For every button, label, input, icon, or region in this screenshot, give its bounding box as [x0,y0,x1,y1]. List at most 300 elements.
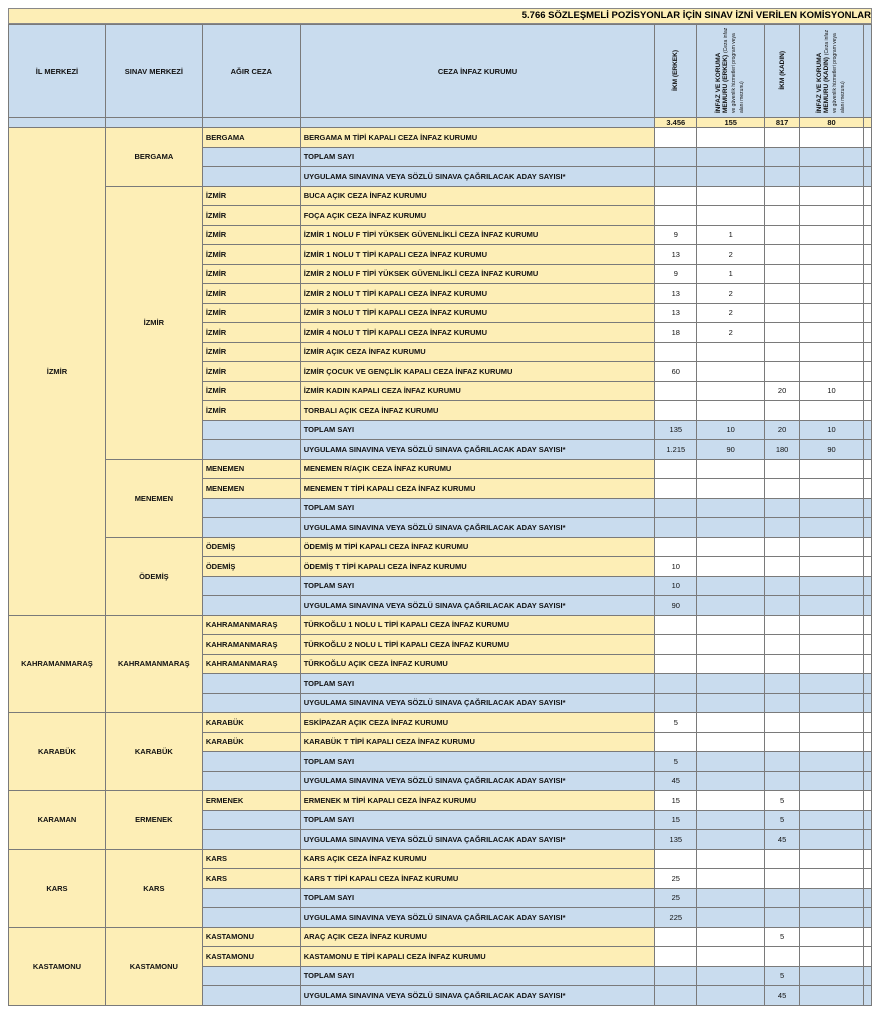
value-cell [800,342,864,362]
value-cell [655,381,697,401]
value-cell [765,401,800,421]
value-cell [800,518,864,538]
agir-ceza-cell [202,693,300,713]
toplam-label: TOPLAM SAYI [300,576,655,596]
value-cell [800,869,864,889]
agir-ceza-cell [202,596,300,616]
value-cell [800,245,864,265]
extra-cell [863,303,871,323]
value-cell: 1.215 [655,440,697,460]
value-cell [800,362,864,382]
agir-ceza-cell [202,986,300,1006]
value-cell: 5 [765,791,800,811]
value-cell [765,849,800,869]
uygulama-label: UYGULAMA SINAVINA VEYA SÖZLÜ SINAVA ÇAĞRILACAK ADAY SAYISI* [300,518,655,538]
value-cell [655,128,697,148]
value-cell [655,674,697,694]
extra-cell [863,342,871,362]
value-cell [800,635,864,655]
kurum-cell: ÖDEMİŞ M TİPİ KAPALI CEZA İNFAZ KURUMU [300,537,655,557]
value-cell: 10 [800,420,864,440]
value-cell: 20 [765,381,800,401]
value-cell [765,459,800,479]
sinav-merkezi-cell: BERGAMA [105,128,202,187]
value-cell [655,186,697,206]
value-cell [765,908,800,928]
value-cell [765,264,800,284]
toplam-label: TOPLAM SAYI [300,810,655,830]
agir-ceza-cell: MENEMEN [202,479,300,499]
extra-cell [863,947,871,967]
value-cell [800,128,864,148]
totals-blank [202,118,300,128]
value-cell [800,206,864,226]
value-cell [697,635,765,655]
value-cell [697,128,765,148]
value-cell [697,206,765,226]
il-merkezi-cell: KAHRAMANMARAŞ [9,615,106,713]
total-ikm-kadin: 817 [765,118,800,128]
value-cell [800,323,864,343]
table-row [9,128,872,148]
header-kurum: CEZA İNFAZ KURUMU [300,25,655,118]
value-cell: 25 [655,869,697,889]
extra-cell [863,264,871,284]
value-cell [655,479,697,499]
agir-ceza-cell: İZMİR [202,401,300,421]
value-cell [800,615,864,635]
value-cell [765,557,800,577]
value-cell [697,810,765,830]
value-cell [655,206,697,226]
value-cell: 5 [765,927,800,947]
value-cell [800,966,864,986]
uygulama-label: UYGULAMA SINAVINA VEYA SÖZLÜ SINAVA ÇAĞRILACAK ADAY SAYISI* [300,440,655,460]
agir-ceza-cell: KAHRAMANMARAŞ [202,635,300,655]
agir-ceza-cell [202,167,300,187]
value-cell: 13 [655,284,697,304]
value-cell [800,186,864,206]
value-cell: 45 [655,771,697,791]
uygulama-label: UYGULAMA SINAVINA VEYA SÖZLÜ SINAVA ÇAĞRILACAK ADAY SAYISI* [300,167,655,187]
sinav-merkezi-cell: ÖDEMİŞ [105,537,202,615]
header-il: İL MERKEZİ [9,25,106,118]
value-cell [765,245,800,265]
agir-ceza-cell: İZMİR [202,206,300,226]
uygulama-label: UYGULAMA SINAVINA VEYA SÖZLÜ SINAVA ÇAĞRILACAK ADAY SAYISI* [300,693,655,713]
value-cell [697,518,765,538]
extra-cell [863,830,871,850]
value-cell [800,264,864,284]
value-cell [655,654,697,674]
agir-ceza-cell [202,771,300,791]
value-cell [697,167,765,187]
value-cell [697,537,765,557]
value-cell [697,908,765,928]
value-cell [800,557,864,577]
value-cell: 20 [765,420,800,440]
value-cell [765,888,800,908]
value-cell [765,128,800,148]
kurum-cell: MENEMEN T TİPİ KAPALI CEZA İNFAZ KURUMU [300,479,655,499]
header-infaz-kadin-label [816,27,847,113]
il-merkezi-cell: KASTAMONU [9,927,106,1005]
il-merkezi-cell: KARABÜK [9,713,106,791]
value-cell [697,654,765,674]
header-infaz-kadin-main: İNFAZ VE KORUMA MEMURU (KADIN) [815,52,830,113]
kurum-cell: İZMİR 1 NOLU T TİPİ KAPALI CEZA İNFAZ KURUMU [300,245,655,265]
value-cell [800,849,864,869]
toplam-label: TOPLAM SAYI [300,966,655,986]
value-cell [765,732,800,752]
value-cell [800,537,864,557]
extra-cell [863,908,871,928]
value-cell [800,771,864,791]
header-infaz-erkek-sub: (Ceza infaz ve güvenlik hizmetleri program veya alanı mezunu) [723,27,746,113]
value-cell [655,947,697,967]
header-infaz-erkek-main: İNFAZ VE KORUMA MEMURU (ERKEK) [715,52,730,113]
agir-ceza-cell: İZMİR [202,362,300,382]
agir-ceza-cell: İZMİR [202,245,300,265]
table-row [9,537,872,557]
sinav-merkezi-cell: KAHRAMANMARAŞ [105,615,202,713]
value-cell [697,713,765,733]
uygulama-label: UYGULAMA SINAVINA VEYA SÖZLÜ SINAVA ÇAĞRILACAK ADAY SAYISI* [300,771,655,791]
extra-cell [863,225,871,245]
extra-cell [863,674,871,694]
value-cell: 15 [655,791,697,811]
table-row [9,713,872,733]
value-cell [697,479,765,499]
agir-ceza-cell [202,752,300,772]
agir-ceza-cell: İZMİR [202,264,300,284]
value-cell [765,752,800,772]
value-cell: 60 [655,362,697,382]
value-cell [765,771,800,791]
total-infaz-erkek: 155 [697,118,765,128]
value-cell: 1 [697,225,765,245]
header-ikm-erkek-label: İKM (ERKEK) [672,49,680,91]
kurum-cell: KARS AÇIK CEZA İNFAZ KURUMU [300,849,655,869]
value-cell [800,498,864,518]
uygulama-label: UYGULAMA SINAVINA VEYA SÖZLÜ SINAVA ÇAĞRILACAK ADAY SAYISI* [300,986,655,1006]
value-cell: 135 [655,830,697,850]
value-cell [765,654,800,674]
extra-cell [863,381,871,401]
toplam-label: TOPLAM SAYI [300,420,655,440]
extra-cell [863,732,871,752]
extra-cell [863,869,871,889]
value-cell: 10 [800,381,864,401]
value-cell: 135 [655,420,697,440]
kurum-cell: İZMİR AÇIK CEZA İNFAZ KURUMU [300,342,655,362]
value-cell [697,771,765,791]
value-cell [800,947,864,967]
toplam-label: TOPLAM SAYI [300,888,655,908]
agir-ceza-cell [202,674,300,694]
value-cell: 5 [655,752,697,772]
value-cell [765,147,800,167]
value-cell [800,401,864,421]
kurum-cell: İZMİR 2 NOLU F TİPİ YÜKSEK GÜVENLİKLİ CEZA İNFAZ KURUMU [300,264,655,284]
header-agir: AĞIR CEZA [202,25,300,118]
value-cell [765,186,800,206]
agir-ceza-cell [202,810,300,830]
sinav-merkezi-cell: KASTAMONU [105,927,202,1005]
value-cell: 13 [655,303,697,323]
value-cell [697,401,765,421]
value-cell [765,947,800,967]
value-cell: 1 [697,264,765,284]
value-cell [655,732,697,752]
sinav-merkezi-cell: KARS [105,849,202,927]
agir-ceza-cell: İZMİR [202,342,300,362]
agir-ceza-cell [202,518,300,538]
extra-cell [863,654,871,674]
toplam-label: TOPLAM SAYI [300,147,655,167]
value-cell [655,966,697,986]
agir-ceza-cell: ÖDEMİŞ [202,557,300,577]
value-cell [800,752,864,772]
value-cell [765,596,800,616]
value-cell: 2 [697,323,765,343]
value-cell [800,459,864,479]
header-infaz-kadin-sub: (Ceza infaz ve güvenlik hizmetleri program veya alanı mezunu) [823,29,846,113]
kurum-cell: FOÇA AÇIK CEZA İNFAZ KURUMU [300,206,655,226]
value-cell [697,498,765,518]
value-cell [800,908,864,928]
value-cell [765,342,800,362]
extra-cell [863,479,871,499]
value-cell [800,693,864,713]
value-cell [697,147,765,167]
value-cell [765,479,800,499]
kurum-cell: İZMİR 2 NOLU T TİPİ KAPALI CEZA İNFAZ KURUMU [300,284,655,304]
value-cell [800,576,864,596]
agir-ceza-cell [202,440,300,460]
value-cell [800,986,864,1006]
value-cell [765,498,800,518]
value-cell [655,693,697,713]
kurum-cell: İZMİR 1 NOLU F TİPİ YÜKSEK GÜVENLİKLİ CEZA İNFAZ KURUMU [300,225,655,245]
value-cell [765,576,800,596]
extra-cell [863,128,871,148]
extra-cell [863,596,871,616]
extra-cell [863,713,871,733]
value-cell [800,830,864,850]
extra-cell [863,635,871,655]
kurum-cell: İZMİR 3 NOLU T TİPİ KAPALI CEZA İNFAZ KURUMU [300,303,655,323]
agir-ceza-cell: BERGAMA [202,128,300,148]
kurum-cell: TÜRKOĞLU 2 NOLU L TİPİ KAPALI CEZA İNFAZ KURUMU [300,635,655,655]
table-row [9,791,872,811]
totals-blank [9,118,106,128]
table-row [9,615,872,635]
il-merkezi-cell: KARS [9,849,106,927]
agir-ceza-cell: KAHRAMANMARAŞ [202,654,300,674]
header-infaz-kadin [800,25,864,118]
kurum-cell: TORBALI AÇIK CEZA İNFAZ KURUMU [300,401,655,421]
extra-cell [863,966,871,986]
extra-cell [863,420,871,440]
value-cell [697,927,765,947]
value-cell: 2 [697,245,765,265]
table-row [9,459,872,479]
header-ikm-kadin [765,25,800,118]
value-cell [697,693,765,713]
value-cell [765,635,800,655]
value-cell [655,167,697,187]
value-cell [800,479,864,499]
value-cell [765,537,800,557]
value-cell [697,459,765,479]
value-cell [800,674,864,694]
kurum-cell: İZMİR 4 NOLU T TİPİ KAPALI CEZA İNFAZ KURUMU [300,323,655,343]
kurum-cell: ESKİPAZAR AÇIK CEZA İNFAZ KURUMU [300,713,655,733]
kurum-cell: BUCA AÇIK CEZA İNFAZ KURUMU [300,186,655,206]
extra-cell [863,362,871,382]
value-cell: 90 [655,596,697,616]
value-cell [697,186,765,206]
value-cell: 15 [655,810,697,830]
agir-ceza-cell: KARS [202,849,300,869]
extra-cell [863,888,871,908]
value-cell [655,401,697,421]
header-sinav: SINAV MERKEZİ [105,25,202,118]
extra-cell [863,615,871,635]
agir-ceza-cell [202,908,300,928]
kurum-cell: ERMENEK M TİPİ KAPALI CEZA İNFAZ KURUMU [300,791,655,811]
value-cell [800,147,864,167]
agir-ceza-cell [202,966,300,986]
agir-ceza-cell: KARABÜK [202,732,300,752]
extra-cell [863,518,871,538]
value-cell [765,693,800,713]
value-cell: 180 [765,440,800,460]
uygulama-label: UYGULAMA SINAVINA VEYA SÖZLÜ SINAVA ÇAĞRILACAK ADAY SAYISI* [300,908,655,928]
agir-ceza-cell: KASTAMONU [202,947,300,967]
kurum-cell: İZMİR ÇOCUK VE GENÇLİK KAPALI CEZA İNFAZ KURUMU [300,362,655,382]
agir-ceza-cell: İZMİR [202,186,300,206]
value-cell: 90 [697,440,765,460]
agir-ceza-cell [202,576,300,596]
value-cell [697,791,765,811]
kurum-cell: İZMİR KADIN KAPALI CEZA İNFAZ KURUMU [300,381,655,401]
totals-blank [863,118,871,128]
agir-ceza-cell: KASTAMONU [202,927,300,947]
value-cell [800,167,864,187]
header-infaz-erkek-label [715,27,746,113]
value-cell: 25 [655,888,697,908]
value-cell [655,147,697,167]
extra-cell [863,401,871,421]
agir-ceza-cell [202,420,300,440]
extra-cell [863,167,871,187]
kurum-cell: ARAÇ AÇIK CEZA İNFAZ KURUMU [300,927,655,947]
value-cell [765,518,800,538]
header-extra [863,25,871,118]
agir-ceza-cell [202,498,300,518]
value-cell: 5 [765,966,800,986]
extra-cell [863,791,871,811]
value-cell: 5 [655,713,697,733]
total-infaz-kadin: 80 [800,118,864,128]
value-cell [697,869,765,889]
value-cell [697,947,765,967]
value-cell [800,713,864,733]
totals-blank [105,118,202,128]
extra-cell [863,557,871,577]
header-infaz-erkek [697,25,765,118]
agir-ceza-cell: İZMİR [202,381,300,401]
table-row [9,849,872,869]
header-ikm-erkek [655,25,697,118]
value-cell [697,830,765,850]
value-cell [655,518,697,538]
agir-ceza-cell [202,830,300,850]
extra-cell [863,440,871,460]
value-cell [697,752,765,772]
table-row [9,186,872,206]
agir-ceza-cell: ÖDEMİŞ [202,537,300,557]
value-cell [800,927,864,947]
value-cell [765,362,800,382]
value-cell [655,498,697,518]
value-cell [697,732,765,752]
value-cell [655,849,697,869]
kurum-cell: MENEMEN R/AÇIK CEZA İNFAZ KURUMU [300,459,655,479]
total-ikm-erkek: 3.456 [655,118,697,128]
table-title: 5.766 SÖZLEŞMELİ POZİSYONLAR İÇİN SINAV İZNİ VERİLEN KOMİSYONLAR [8,8,872,24]
value-cell [697,362,765,382]
value-cell [765,869,800,889]
value-cell: 10 [655,576,697,596]
value-cell: 9 [655,225,697,245]
value-cell [697,674,765,694]
uygulama-label: UYGULAMA SINAVINA VEYA SÖZLÜ SINAVA ÇAĞRILACAK ADAY SAYISI* [300,830,655,850]
value-cell [800,791,864,811]
sinav-merkezi-cell: ERMENEK [105,791,202,850]
header-ikm-kadin-label: İKM (KADIN) [778,50,786,90]
sinav-merkezi-cell: MENEMEN [105,459,202,537]
agir-ceza-cell: KARS [202,869,300,889]
value-cell [655,459,697,479]
value-cell [697,342,765,362]
agir-ceza-cell: İZMİR [202,284,300,304]
extra-cell [863,323,871,343]
value-cell [655,635,697,655]
value-cell: 225 [655,908,697,928]
value-cell [765,674,800,694]
sinav-merkezi-cell: İZMİR [105,186,202,459]
value-cell: 2 [697,284,765,304]
value-cell [765,284,800,304]
kurum-cell: BERGAMA M TİPİ KAPALI CEZA İNFAZ KURUMU [300,128,655,148]
kurum-cell: KARS T TİPİ KAPALI CEZA İNFAZ KURUMU [300,869,655,889]
value-cell [800,225,864,245]
value-cell [697,596,765,616]
value-cell [765,206,800,226]
value-cell [800,888,864,908]
value-cell [655,927,697,947]
value-cell [800,596,864,616]
value-cell [655,342,697,362]
value-cell: 2 [697,303,765,323]
value-cell [697,986,765,1006]
value-cell [697,615,765,635]
totals-row [9,118,872,128]
extra-cell [863,576,871,596]
